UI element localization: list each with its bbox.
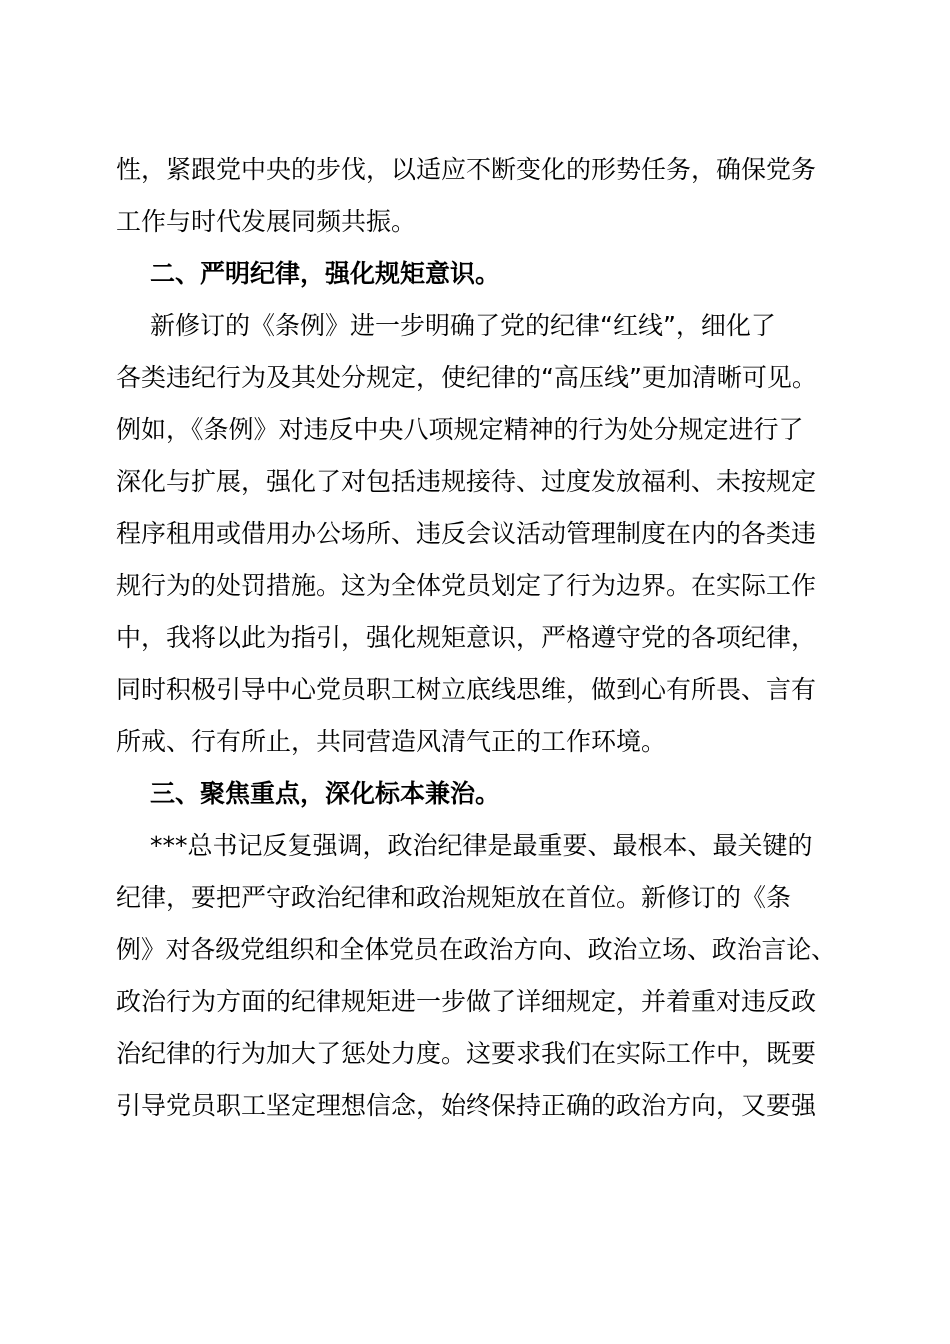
text-line: 治纪律的行为加大了惩处力度。这要求我们在实际工作中，既要 [116, 1039, 817, 1068]
text-line: 例》对各级党组织和全体党员在政治方向、政治立场、政治言论、 [116, 935, 837, 964]
paragraph-first-line: 新修订的《条例》进一步明确了党的纪律“红线”，细化了 [150, 311, 776, 340]
section-heading: 二、严明纪律，强化规矩意识。 [150, 259, 501, 288]
text-line: 中，我将以此为指引，强化规矩意识，严格遵守党的各项纪律， [116, 623, 817, 652]
text-line: 各类违纪行为及其处分规定，使纪律的“高压线”更加清晰可见。 [116, 363, 817, 392]
text-line: 规行为的处罚措施。这为全体党员划定了行为边界。在实际工作 [116, 571, 817, 600]
text-line: 政治行为方面的纪律规矩进一步做了详细规定，并着重对违反政 [116, 987, 817, 1016]
text-line: 所戒、行有所止，共同营造风清气正的工作环境。 [116, 727, 667, 756]
text-line: 性，紧跟党中央的步伐，以适应不断变化的形势任务，确保党务 [116, 155, 817, 184]
paragraph-first-line: ***总书记反复强调，政治纪律是最重要、最根本、最关键的 [150, 831, 813, 860]
text-line: 引导党员职工坚定理想信念，始终保持正确的政治方向，又要强 [116, 1091, 817, 1120]
text-line: 工作与时代发展同频共振。 [116, 207, 417, 236]
text-line: 例如，《条例》对违反中央八项规定精神的行为处分规定进行了 [116, 415, 804, 444]
text-line: 同时积极引导中心党员职工树立底线思维，做到心有所畏、言有 [116, 675, 817, 704]
section-heading: 三、聚焦重点，深化标本兼治。 [150, 779, 501, 808]
text-line: 纪律，要把严守政治纪律和政治规矩放在首位。新修订的《条 [116, 883, 792, 912]
text-line: 深化与扩展，强化了对包括违规接待、过度发放福利、未按规定 [116, 467, 817, 496]
text-line: 程序租用或借用办公场所、违反会议活动管理制度在内的各类违 [116, 519, 817, 548]
